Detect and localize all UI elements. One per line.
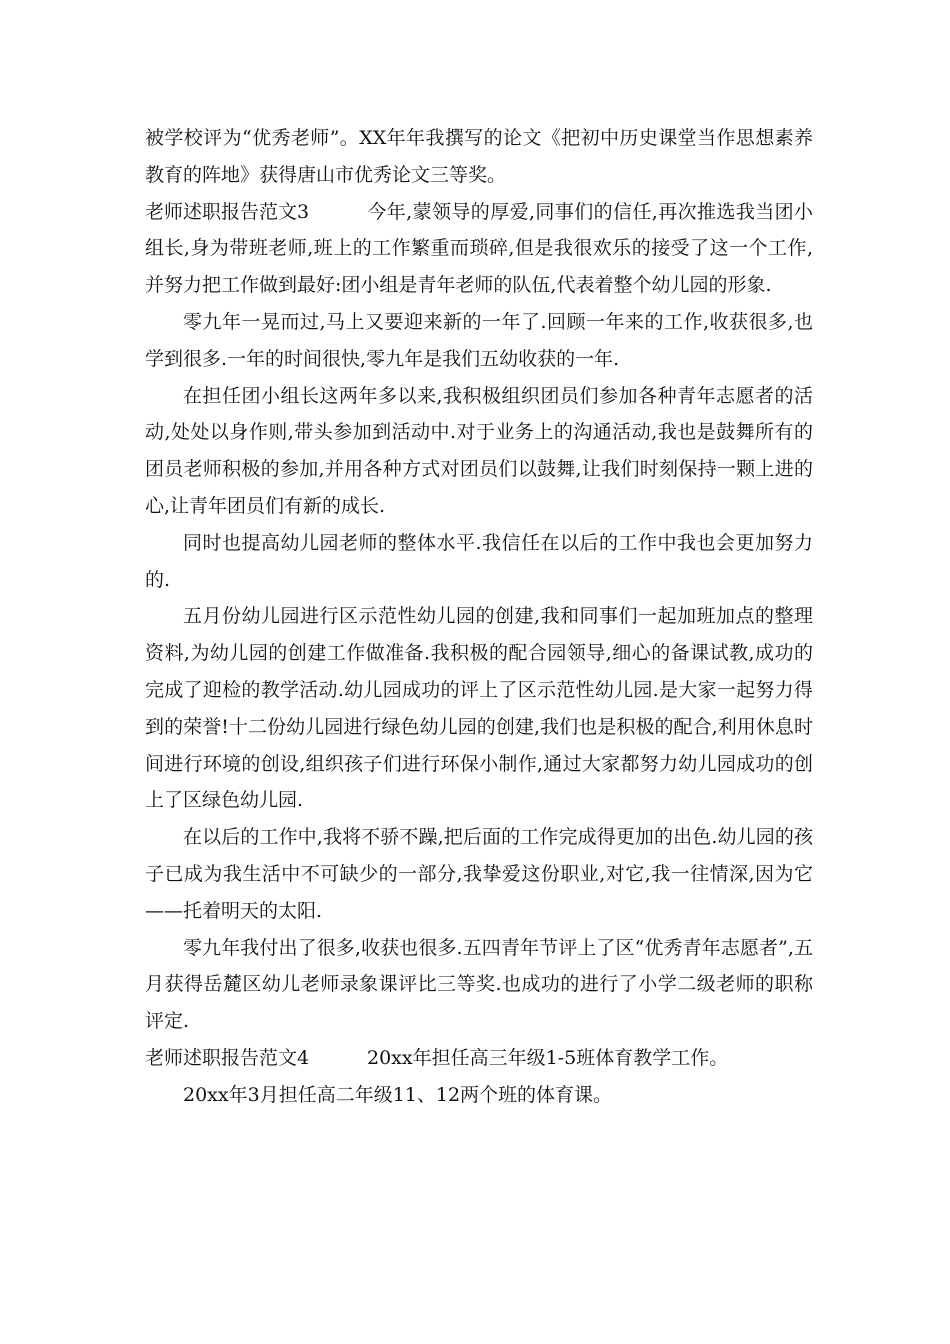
paragraph-improve-level: 同时也提高幼儿园老师的整体水平.我信任在以后的工作中我也会更加努力的. xyxy=(145,531,813,591)
paragraph-model-kindergarten: 五月份幼儿园进行区示范性幼儿园的创建,我和同事们一起加班加点的整理资料,为幼儿园的创建工作做准备.我积极的配合园领导,细心的备课试教,成功的完成了迎检的教学活动.幼儿园成功的评上了区示范性幼儿园.是大家一起努力得到的荣誉!十二份幼儿园进行绿色幼儿园的创建,我们也是积极的配合,利用休息时间进行环境的创设,组织孩子们进行环保小制作,通过大家都努力幼儿园成功的创上了区绿色幼儿园. xyxy=(145,605,813,812)
paragraph-future-work: 在以后的工作中,我将不骄不躁,把后面的工作完成得更加的出色.幼儿园的孩子已成为我生活中不可缺少的一部分,我挚爱这份职业,对它,我一往情深,因为它——托着明天的太阳. xyxy=(145,826,813,922)
section-body-report-3: 今年,蒙领导的厚爱,同事们的信任,再次推选我当团小组长,身为带班老师,班上的工作繁重而琐碎,但是我很欢乐的接受了这一个工作,并努力把工作做到最好:团小组是青年老师的队伍,代表着整个幼儿园的形象. xyxy=(145,200,813,297)
document-page xyxy=(145,120,813,1114)
paragraph-team-leader: 在担任团小组长这两年多以来,我积极组织团员们参加各种青年志愿者的活动,处处以身作则,带头参加到活动中.对于业务上的沟通活动,我也是鼓舞所有的团员老师积极的参加,并用各种方式对团员们以鼓舞,让我们时刻保持一颗上进的心,让青年团员们有新的成长. xyxy=(145,384,813,517)
section-report-4 xyxy=(145,1040,813,1077)
section-report-3 xyxy=(145,194,813,304)
paragraph-pe-class: 20xx年3月担任高二年级11、12两个班的体育课。 xyxy=(183,1083,613,1106)
section-title-report-3: 老师述职报告范文3 xyxy=(145,200,310,223)
paragraph-award: 被学校评为“优秀老师”。XX年年我撰写的论文《把初中历史课堂当作思想素养教育的阵地》获得唐山市优秀论文三等奖。 xyxy=(145,127,813,186)
section-title-report-4: 老师述职报告范文4 xyxy=(145,1046,310,1069)
paragraph-achievements: 零九年我付出了很多,收获也很多.五四青年节评上了区“优秀青年志愿者”,五月获得岳麓区幼儿老师录象课评比三等奖.也成功的进行了小学二级老师的职称评定. xyxy=(145,936,813,1033)
paragraph-year-review: 零九年一晃而过,马上又要迎来新的一年了.回顾一年来的工作,收获很多,也学到很多.一年的时间很快,零九年是我们五幼收获的一年. xyxy=(145,310,813,370)
section-body-report-4: 20xx年担任高三年级1-5班体育教学工作。 xyxy=(367,1046,729,1069)
